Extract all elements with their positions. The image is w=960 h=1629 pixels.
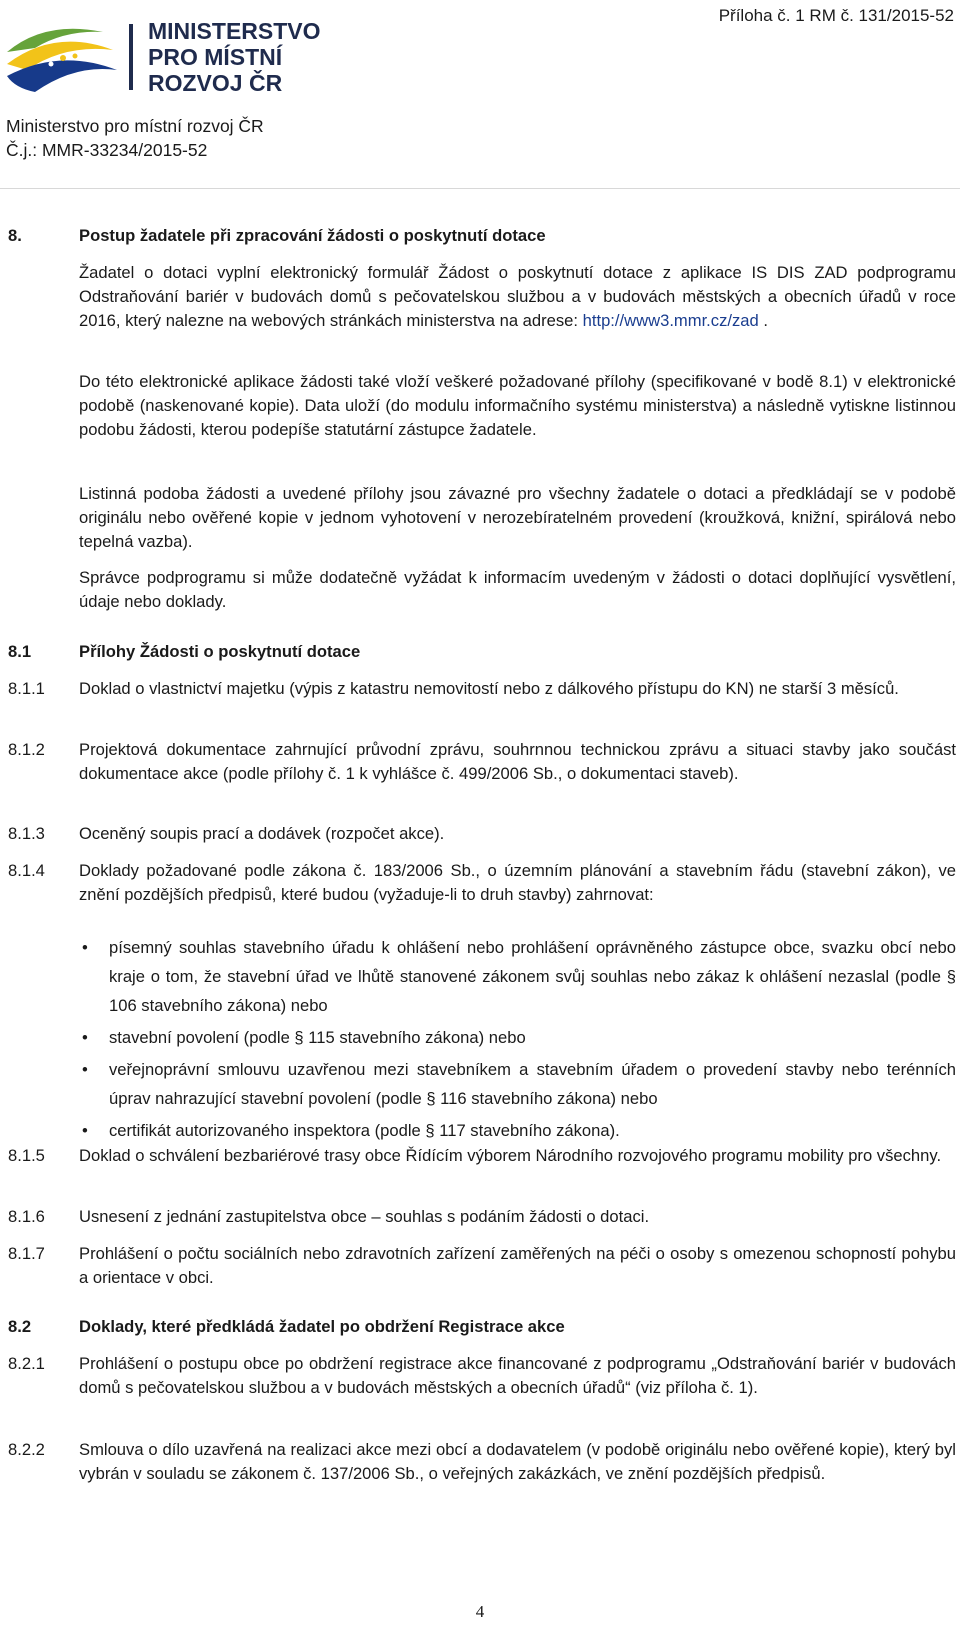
logo-divider	[129, 24, 133, 90]
header-separator	[0, 188, 960, 189]
org-name: Ministerstvo pro místní rozvoj ČR	[6, 116, 264, 136]
item-8-1-6-number: 8.1.6	[8, 1207, 45, 1226]
section-8-paragraph-2: Do této elektronické aplikace žádosti také vloží veškeré požadované přílohy (specifikované v bodě 8.1) v elektronické podobě (naskenované kopie). Data uloží (do modulu informačního systému ministerstva) a následně vytiskne listinnou podobu žádosti, kterou podepíše statutární zástupce žadatele.	[79, 372, 956, 439]
section-8-paragraph-4: Správce podprogramu si může dodatečně vyžádat k informacím uvedeným v žádosti o dotaci doplňující vysvětlení, údaje nebo doklady.	[79, 568, 956, 611]
item-8-1-3-text: Oceněný soupis prací a dodávek (rozpočet akce).	[79, 824, 445, 843]
item-8-1-4-text: Doklady požadované podle zákona č. 183/2006 Sb., o územním plánování a stavebním řádu (stavební zákon), ve znění pozdějších předpisů, které budou (vyžaduje-li to druh stavby) zahrnovat:	[79, 861, 956, 904]
page-number: 4	[475, 1602, 485, 1621]
paragraph-1-end: .	[758, 311, 768, 330]
ministry-name-line-1: MINISTERSTVO	[148, 18, 321, 44]
list-item	[79, 1116, 956, 1145]
item-8-1-7-number: 8.1.7	[8, 1244, 45, 1263]
ministry-name-line-2: PRO MÍSTNÍ	[148, 44, 283, 70]
bullet-icon: •	[82, 1028, 88, 1047]
list-item-text: písemný souhlas stavebního úřadu k ohlášení nebo prohlášení oprávněného zástupce obce, svazku obcí nebo kraje o tom, že stavební úřad ve lhůtě stanovené zákonem svůj souhlas nebo zákaz k ohlášení nezaslal (podle § 106 stavebního zákona) nebo	[109, 938, 956, 1015]
list-item	[79, 933, 956, 1020]
item-8-1-2-text: Projektová dokumentace zahrnující průvodní zprávu, souhrnnou technickou zprávu a situaci stavby jako součást dokumentace akce (podle přílohy č. 1 k vyhlášce č. 499/2006 Sb., o dokumentaci staveb).	[79, 740, 956, 783]
ministry-name-line-3: ROZVOJ ČR	[148, 70, 283, 96]
list-item-text: stavební povolení (podle § 115 stavebního zákona) nebo	[109, 1028, 526, 1047]
bullet-icon: •	[82, 1060, 88, 1079]
list-item-text: certifikát autorizovaného inspektora (podle § 117 stavebního zákona).	[109, 1121, 620, 1140]
ministry-name	[148, 18, 321, 96]
item-8-1-1-text: Doklad o vlastnictví majetku (výpis z katastru nemovitostí nebo z dálkového přístupu do KN) ne starší 3 měsíců.	[79, 679, 899, 698]
zad-application-link[interactable]: http://www3.mmr.cz/zad	[582, 311, 759, 330]
bullet-icon: •	[82, 938, 88, 957]
item-8-1-4-number: 8.1.4	[8, 861, 45, 880]
item-8-1-2-number: 8.1.2	[8, 740, 45, 759]
section-8-number: 8.	[8, 226, 22, 245]
item-8-2-2-text: Smlouva o dílo uzavřená na realizaci akce mezi obcí a dodavatelem (v podobě originálu nebo ověřené kopie), který byl vybrán v souladu se zákonem č. 137/2006 Sb., o veřejných zakázkách, ve znění pozdějších předpisů.	[79, 1440, 956, 1483]
logo-emblem	[7, 29, 117, 92]
item-8-2-1-number: 8.2.1	[8, 1354, 45, 1373]
section-8-paragraph-3: Listinná podoba žádosti a uvedené přílohy jsou závazné pro všechny žadatele o dotaci a předkládají se v podobě originálu nebo ověřené kopie v jednom vyhotovení v nerozebíratelném provedení (kroužková, knižní, spirálová nebo tepelná vazba).	[79, 484, 956, 551]
section-8-2-number: 8.2	[8, 1317, 32, 1336]
item-8-1-3-number: 8.1.3	[8, 824, 45, 843]
annex-label: Příloha č. 1 RM č. 131/2015-52	[718, 6, 954, 25]
section-8-1-title: Přílohy Žádosti o poskytnutí dotace	[79, 642, 361, 661]
item-8-1-7-text: Prohlášení o počtu sociálních nebo zdravotních zařízení zaměřených na péči o osoby s omezenou schopností pohybu a orientace v obci.	[79, 1244, 956, 1287]
item-8-1-5-number: 8.1.5	[8, 1146, 45, 1165]
list-item-text: veřejnoprávní smlouvu uzavřenou mezi stavebníkem a stavebním úřadem o provedení stavby nebo terénních úprav nahrazující stavební povolení (podle § 116 stavebního zákona) nebo	[109, 1060, 956, 1108]
section-8-paragraph-1	[79, 261, 956, 333]
list-item	[79, 1023, 956, 1052]
item-8-2-1-text: Prohlášení o postupu obce po obdržení registrace akce financované z podprogramu „Odstraňování bariér v budovách domů s pečovatelskou službou a v budovách městských a obecních úřadů“ (viz příloha č. 1).	[79, 1354, 956, 1397]
item-8-1-6-text: Usnesení z jednání zastupitelstva obce – souhlas s podáním žádosti o dotaci.	[79, 1207, 650, 1226]
bullet-icon: •	[82, 1121, 88, 1140]
paragraph-1-text: Žadatel o dotaci vyplní elektronický formulář Žádost o poskytnutí dotace z aplikace IS DIS ZAD podprogramu Odstraňování bariér v budovách domů s pečovatelskou službou a v budovách městských a obecních úřadů v roce 2016, který nalezne na webových stránkách ministerstva na adrese:	[79, 263, 956, 330]
item-8-1-1-number: 8.1.1	[8, 679, 45, 698]
item-8-1-5-text: Doklad o schválení bezbariérové trasy obce Řídícím výborem Národního rozvojového programu mobility pro všechny.	[79, 1146, 942, 1165]
item-8-2-2-number: 8.2.2	[8, 1440, 45, 1459]
section-8-2-title: Doklady, které předkládá žadatel po obdržení Registrace akce	[79, 1317, 565, 1336]
section-8-1-number: 8.1	[8, 642, 32, 661]
list-item	[79, 1055, 956, 1113]
reference-number: Č.j.: MMR-33234/2015-52	[6, 140, 208, 160]
stavebni-doklady-list	[79, 933, 956, 1145]
section-8-title: Postup žadatele při zpracování žádosti o poskytnutí dotace	[79, 226, 546, 245]
org-block	[6, 114, 264, 162]
